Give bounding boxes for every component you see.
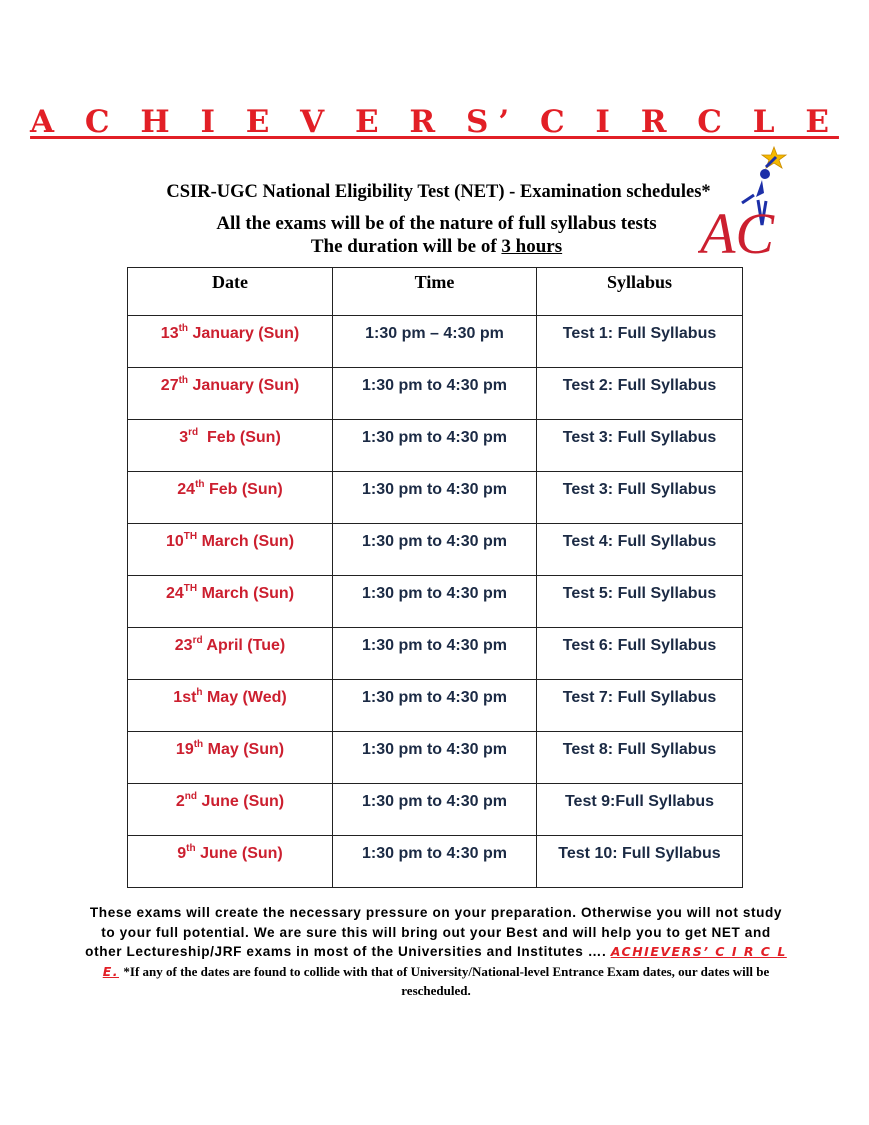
syllabus-cell: Test 1: Full Syllabus <box>537 316 743 368</box>
page-title: A C H I E V E R S’ C I R C L E <box>30 104 839 140</box>
date-suffix: rd <box>188 427 199 438</box>
time-cell: 1:30 pm to 4:30 pm <box>333 836 537 888</box>
date-day: 13 <box>160 325 179 342</box>
table-row <box>128 472 743 524</box>
time-cell: 1:30 pm to 4:30 pm <box>333 680 537 732</box>
syllabus-cell: Test 5: Full Syllabus <box>537 576 743 628</box>
date-suffix: h <box>196 687 203 698</box>
syllabus-cell: Test 10: Full Syllabus <box>537 836 743 888</box>
date-suffix: nd <box>184 791 197 802</box>
time-cell: 1:30 pm to 4:30 pm <box>333 420 537 472</box>
date-cell <box>128 732 333 784</box>
table-row <box>128 368 743 420</box>
date-rest: March (Sun) <box>197 585 295 602</box>
date-cell <box>128 628 333 680</box>
footer-text: These exams will create the necessary pressure on your preparation. Otherwise you will not study to your full potential. We are sure this will bring out your Best and will help you to get NET and other Lectureship/JRF exams in most of the Universities and Institutes …. <box>85 905 783 960</box>
duration-prefix: The duration will be of <box>310 236 502 257</box>
time-cell: 1:30 pm to 4:30 pm <box>333 628 537 680</box>
date-suffix: th <box>178 375 189 386</box>
date-day: 24 <box>177 481 196 498</box>
table-row <box>128 680 743 732</box>
date-day: 24 <box>165 585 184 602</box>
time-cell: 1:30 pm – 4:30 pm <box>333 316 537 368</box>
date-day: 9 <box>177 845 187 862</box>
date-cell <box>128 472 333 524</box>
footer-brand: ACHIEVERS’ C I R C L E. <box>102 944 787 979</box>
date-day: 19 <box>175 741 194 758</box>
date-day: 27 <box>160 377 179 394</box>
date-suffix: th <box>195 479 205 490</box>
column-header-syllabus: Syllabus <box>537 268 743 316</box>
date-day: 2 <box>175 793 185 810</box>
time-cell: 1:30 pm to 4:30 pm <box>333 576 537 628</box>
table-row <box>128 576 743 628</box>
date-day: 23 <box>174 637 193 654</box>
table-row <box>128 732 743 784</box>
time-cell: 1:30 pm to 4:30 pm <box>333 368 537 420</box>
date-rest: June (Sun) <box>195 845 283 862</box>
date-rest: March (Sun) <box>197 533 295 550</box>
syllabus-cell: Test 3: Full Syllabus <box>537 472 743 524</box>
table-header-row <box>128 268 743 316</box>
date-rest: May (Wed) <box>202 689 287 706</box>
date-cell <box>128 784 333 836</box>
footer-note: *If any of the dates are found to collide with that of University/National-level Entrance Exam dates, our dates will be rescheduled. <box>123 963 770 999</box>
date-cell <box>128 576 333 628</box>
footer-paragraph <box>84 903 788 1001</box>
syllabus-cell: Test 3: Full Syllabus <box>537 420 743 472</box>
date-suffix: th <box>186 843 196 854</box>
date-rest: January (Sun) <box>188 325 300 342</box>
date-rest: April (Tue) <box>202 637 286 654</box>
syllabus-cell: Test 8: Full Syllabus <box>537 732 743 784</box>
date-cell <box>128 524 333 576</box>
exam-nature-line: All the exams will be of the nature of full syllabus tests <box>216 213 657 234</box>
date-day: 3 <box>179 429 189 446</box>
schedule-table <box>127 267 743 888</box>
time-cell: 1:30 pm to 4:30 pm <box>333 784 537 836</box>
table-row <box>128 628 743 680</box>
date-rest: June (Sun) <box>197 793 285 810</box>
syllabus-cell: Test 4: Full Syllabus <box>537 524 743 576</box>
table-row <box>128 784 743 836</box>
time-cell: 1:30 pm to 4:30 pm <box>333 524 537 576</box>
date-cell <box>128 368 333 420</box>
date-day: 10 <box>165 533 184 550</box>
logo-monogram: AC <box>700 201 775 265</box>
date-cell <box>128 316 333 368</box>
table-row <box>128 836 743 888</box>
duration-line <box>0 236 869 258</box>
date-day: 1st <box>173 689 197 706</box>
column-header-time: Time <box>333 268 537 316</box>
date-rest: Feb (Sun) <box>204 481 283 498</box>
syllabus-cell: Test 2: Full Syllabus <box>537 368 743 420</box>
date-cell <box>128 420 333 472</box>
table-row <box>128 420 743 472</box>
column-header-date: Date <box>128 268 333 316</box>
date-suffix: th <box>178 323 189 334</box>
time-cell: 1:30 pm to 4:30 pm <box>333 732 537 784</box>
time-cell: 1:30 pm to 4:30 pm <box>333 472 537 524</box>
date-cell <box>128 680 333 732</box>
duration-hours: 3 hours <box>501 236 563 257</box>
table-row <box>128 524 743 576</box>
date-suffix: TH <box>183 583 198 594</box>
date-rest: Feb (Sun) <box>198 429 281 446</box>
syllabus-cell: Test 9:Full Syllabus <box>537 784 743 836</box>
date-rest: May (Sun) <box>203 741 285 758</box>
date-rest: January (Sun) <box>188 377 300 394</box>
date-suffix: TH <box>183 531 198 542</box>
date-suffix: rd <box>192 635 203 646</box>
syllabus-cell: Test 6: Full Syllabus <box>537 628 743 680</box>
date-suffix: th <box>193 739 204 750</box>
table-row <box>128 316 743 368</box>
date-cell <box>128 836 333 888</box>
subtitle: CSIR-UGC National Eligibility Test (NET) - Examination schedules* <box>166 182 711 202</box>
syllabus-cell: Test 7: Full Syllabus <box>537 680 743 732</box>
